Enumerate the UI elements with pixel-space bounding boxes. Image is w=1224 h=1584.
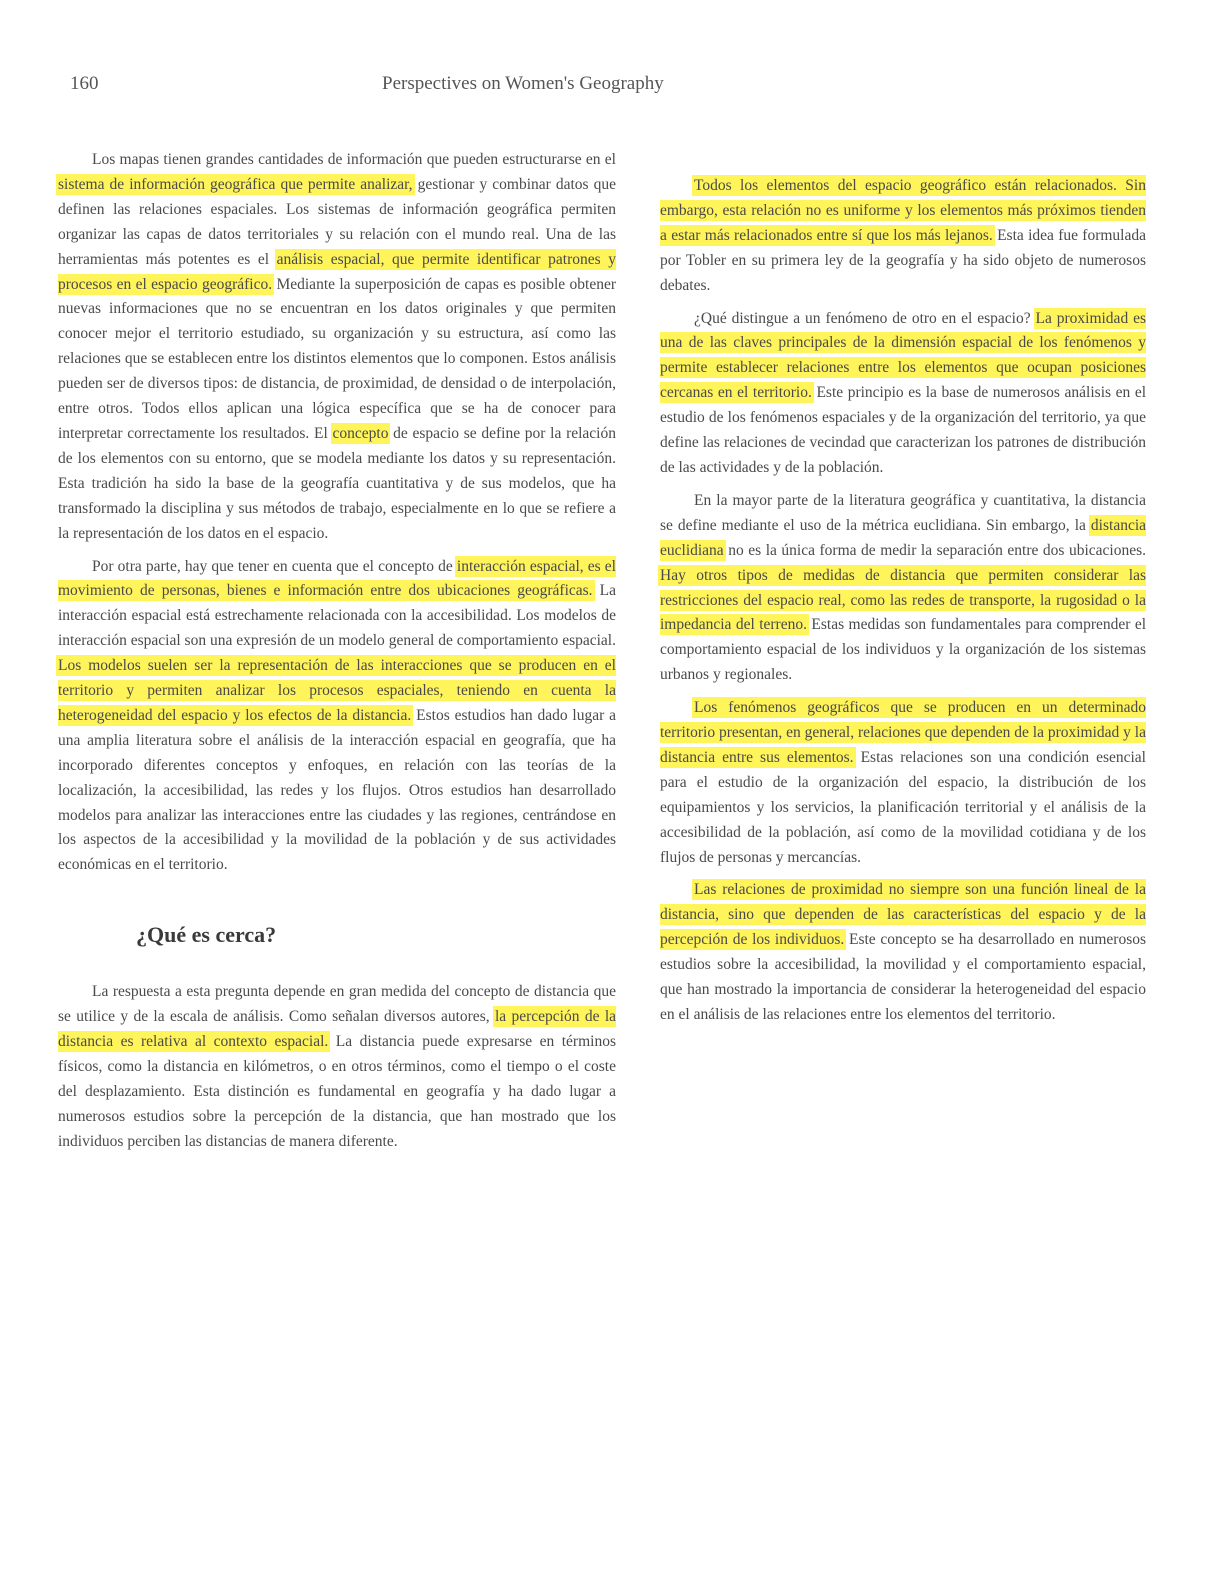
- text-run: Esta idea fue formulada por Tobler en su primera ley de la geografía y ha sido objeto de numerosos debates.: [660, 226, 1146, 294]
- text-run: Estos estudios han dado lugar a una amplia literatura sobre el análisis de la interacción espacial en geografía, que ha incorporado diferentes conceptos y enfoques, en relación con las teorías de la localización, la accesibilidad, las redes y los flujos. Otros estudios han desarrollado modelos para analizar las interacciones entre las ciudades y las regiones, centrándose en los aspectos de la accesibilidad y la movilidad de la población y de sus actividades económicas en el territorio.: [58, 706, 616, 874]
- paragraph: [660, 696, 1146, 870]
- text-run: Los mapas tienen grandes cantidades de información que pueden estructurarse en el: [92, 151, 616, 168]
- right-column: [660, 174, 1146, 1036]
- running-head-title: Perspectives on Women's Geography: [382, 73, 664, 94]
- paragraph: [660, 489, 1146, 688]
- text-run: En la mayor parte de la literatura geográfica y cuantitativa, la distancia se define mediante el uso de la métrica euclidiana. Sin embargo, la: [660, 491, 1146, 534]
- text-run: Estas medidas son fundamentales para comprender el comportamiento espacial de los individuos y la organización de los sistemas urbanos y regionales.: [660, 616, 1147, 684]
- paragraph: [660, 878, 1146, 1027]
- running-head: [70, 70, 770, 100]
- text-run: La distancia puede expresarse en términos físicos, como la distancia en kilómetros, o en otros términos, como el tiempo o el coste del desplazamiento. Esta distinción es fundamental en geografía y ha dado lugar a numerosos estudios sobre la percepción de la distancia, que han mostrado que los individuos perciben las distancias de manera diferente.: [58, 1033, 616, 1150]
- paragraph: [58, 555, 616, 879]
- text-run: Este concepto se ha desarrollado en numerosos estudios sobre la accesibilidad, la movilidad y el comportamiento espacial, que han mostrado la importancia de considerar la heterogeneidad del espacio en el análisis de las relaciones entre los elementos del territorio.: [660, 931, 1147, 1023]
- highlighted-text: concepto: [332, 424, 389, 442]
- text-run: Este principio es la base de numerosos análisis en el estudio de los fenómenos espaciales y de la organización del territorio, ya que define las relaciones de vecindad que caracterizan los patrones de distribución de las actividades y de la población.: [660, 384, 1147, 476]
- text-run: La interacción espacial está estrechamente relacionada con la accesibilidad. Los modelos de interacción espacial son una expresión de un modelo general de comportamiento espacial.: [58, 582, 616, 650]
- paragraph: [660, 174, 1146, 299]
- section-heading: ¿Qué es cerca?: [136, 922, 277, 948]
- highlighted-text: Todos los elementos del espacio geográfico están relacionados. Sin embargo, esta relación no es uniforme y los elementos más próximos tienden a estar más relacionados entre sí que los más lejanos.: [660, 177, 1146, 244]
- highlighted-text: interacción espacial, es el movimiento de personas, bienes e información entre dos ubicaciones geográficas.: [58, 557, 616, 600]
- text-run: Mediante la superposición de capas es posible obtener nuevas informaciones que no se encuentran en los datos originales y que permiten conocer mejor el territorio estudiado, su organización y su estructura, así como las relaciones que se establecen entre los distintos elementos que lo componen. Estos análisis pueden ser de diversos tipos: de distancia, de proximidad, de densidad o de interpolación, entre otros. Todos ellos aplican una lógica específica que se ha de conocer para interpretar correctamente los resultados. El: [58, 275, 617, 442]
- paragraph: [660, 307, 1146, 481]
- highlighted-text: sistema de información geográfica que permite analizar,: [58, 175, 413, 193]
- text-run: gestionar y combinar datos que definen las relaciones espaciales. Los sistemas de información geográfica permiten organizar las capas de datos territoriales y su relación con el mundo real. Una de las herramientas más potentes es el: [58, 175, 616, 268]
- text-run: Por otra parte, hay que tener en cuenta que el concepto de: [92, 557, 453, 575]
- highlighted-text: La proximidad es una de las claves principales de la dimensión espacial de los fenómenos y permite establecer relaciones entre los elementos que ocupan posiciones cercanas en el territorio.: [660, 309, 1146, 402]
- highlighted-text: Las relaciones de proximidad no siempre son una función lineal de la distancia, sino que dependen de las características del espacio y de la percepción de los individuos.: [660, 881, 1146, 949]
- paragraph: [58, 148, 616, 547]
- paragraph: [58, 980, 616, 1154]
- text-run: no es la única forma de medir la separación entre dos ubicaciones.: [728, 541, 1146, 559]
- highlighted-text: Los modelos suelen ser la representación de las interacciones que se producen en el territorio y permiten analizar los procesos espaciales, teniendo en cuenta la heterogeneidad del espacio y los efectos de la distancia.: [58, 657, 616, 724]
- text-run: Estas relaciones son una condición esencial para el estudio de la organización del espacio, la distribución de los equipamientos y los servicios, la planificación territorial y el análisis de la accesibilidad de la población, así como de la movilidad cotidiana y de los flujos de personas y mercancías.: [660, 748, 1146, 866]
- text-run: ¿Qué distingue a un fenómeno de otro en el espacio?: [694, 309, 1031, 327]
- highlighted-text: distancia euclidiana: [660, 516, 1147, 559]
- left-column: [58, 148, 616, 1163]
- highlighted-text: Los fenómenos geográficos que se producen en un determinado territorio presentan, en general, relaciones que dependen de la proximidad y la distancia entre sus elementos.: [660, 699, 1146, 766]
- text-run: de espacio se define por la relación de los elementos con su entorno, que se modela mediante los datos y su representación. Esta tradición ha sido la base de la geografía cuantitativa y de sus modelos, que ha transformado la disciplina y sus métodos de trabajo, especialmente en lo que se refiere a la representación de los datos en el espacio.: [58, 424, 616, 542]
- highlighted-text: la percepción de la distancia es relativa al contexto espacial.: [58, 1008, 617, 1051]
- highlighted-text: análisis espacial, que permite identificar patrones y procesos en el espacio geográfico.: [58, 250, 616, 293]
- page-number: 160: [70, 73, 99, 94]
- text-run: La respuesta a esta pregunta depende en gran medida del concepto de distancia que se utilice y de la escala de análisis. Como señalan diversos autores,: [58, 983, 616, 1026]
- highlighted-text: Hay otros tipos de medidas de distancia que permiten considerar las restricciones del espacio real, como las redes de transporte, la rugosidad o la impedancia del terreno.: [660, 566, 1146, 634]
